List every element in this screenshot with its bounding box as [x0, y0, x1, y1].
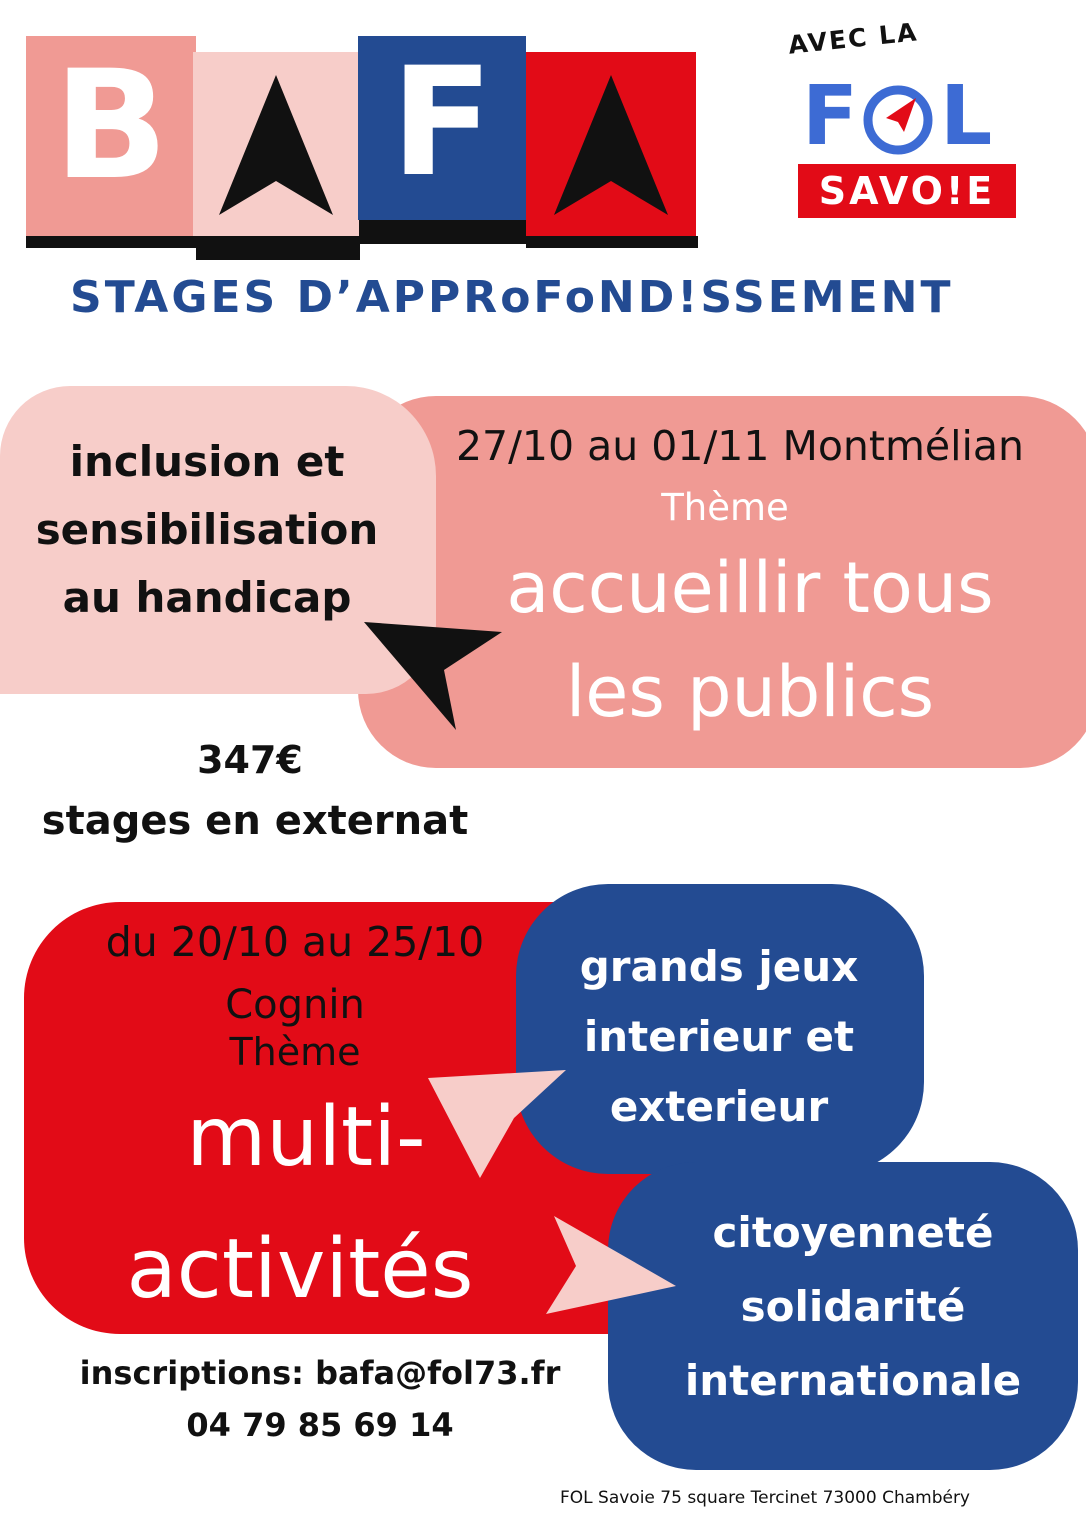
- address: FOL Savoie 75 square Tercinet 73000 Chambéry: [560, 1488, 970, 1508]
- stage2-topic-b: [618, 1196, 1086, 1418]
- logo-tile-f: [358, 36, 526, 220]
- partner-prefix: AVEC LA: [786, 17, 920, 60]
- arrow-up-icon: [211, 69, 341, 219]
- stage1-topic-line: inclusion et: [69, 437, 345, 486]
- stage1-theme-line: les publics: [565, 651, 935, 733]
- tile-shadow: [358, 218, 530, 244]
- registration-email[interactable]: inscriptions: bafa@fol73.fr: [79, 1354, 561, 1392]
- tile-shadow: [26, 236, 201, 248]
- bafa-logo: [0, 0, 720, 260]
- stage2-topic-a: [530, 932, 908, 1142]
- stage2-theme-line: multi-: [186, 1090, 426, 1185]
- partner-letter-l: L: [940, 69, 993, 164]
- stage1-topic-line: sensibilisation: [35, 505, 379, 554]
- logo-letter-f: F: [390, 36, 494, 210]
- stage2-dates: du 20/10 au 25/10: [105, 918, 485, 966]
- partner-name-bottom: [798, 164, 1016, 218]
- subtitle: STAGES D’APPRoFoND!SSEMENT: [70, 272, 954, 323]
- compass-icon: [860, 82, 936, 158]
- stage2-theme-title: [40, 1072, 560, 1336]
- stage1-topic-line: au handicap: [62, 573, 352, 622]
- stage2-theme-label: Thème: [229, 1030, 361, 1074]
- price: 347€: [197, 738, 303, 782]
- partner-logo: [780, 14, 1040, 224]
- stage1-topic: [0, 428, 414, 632]
- logo-tile-a2: [526, 52, 696, 236]
- partner-letter-f: F: [802, 69, 859, 164]
- topic-a-line: interieur et: [583, 1012, 855, 1061]
- logo-letter-b: B: [53, 39, 169, 213]
- topic-a-line: grands jeux: [579, 942, 859, 991]
- stage1-theme-line: accueillir tous: [506, 547, 994, 629]
- tile-shadow: [196, 236, 360, 260]
- topic-b-line: internationale: [684, 1356, 1022, 1405]
- logo-tile-b: [26, 36, 196, 236]
- stage1-theme-title: [430, 536, 1070, 744]
- stage1-theme-label: Thème: [661, 486, 789, 529]
- tile-shadow: [526, 236, 698, 248]
- topic-a-line: exterieur: [609, 1082, 829, 1131]
- stage2-place: Cognin: [225, 982, 365, 1028]
- phone-number[interactable]: 04 79 85 69 14: [186, 1406, 454, 1444]
- logo-tile-a1: [193, 52, 359, 236]
- partner-name-bottom-text: SAVO!E: [818, 169, 996, 213]
- stage1-dates-place: 27/10 au 01/11 Montmélian: [455, 422, 1025, 470]
- topic-b-line: citoyenneté: [712, 1208, 994, 1257]
- stage2-theme-line: activités: [126, 1222, 474, 1317]
- arrow-up-icon: [546, 69, 676, 219]
- partner-name-top: [802, 69, 1042, 166]
- pricing-note: stages en externat: [41, 798, 469, 844]
- topic-b-line: solidarité: [740, 1282, 966, 1331]
